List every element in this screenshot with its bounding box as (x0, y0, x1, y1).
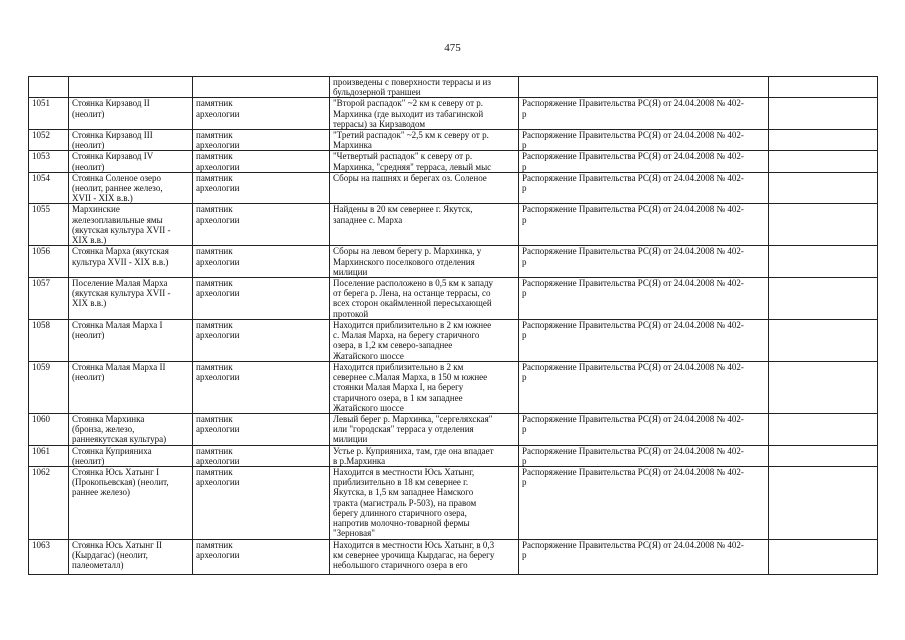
monument-type: памятник археологии (193, 246, 330, 278)
legal-document: Распоряжение Правительства РС(Я) от 24.04.2008 № 402- р (519, 467, 769, 540)
monument-name: Мархинские железоплавильные ямы (якутская культура XVII - XIX в.в.) (69, 204, 193, 246)
monument-type: памятник археологии (193, 151, 330, 172)
monument-name: Стоянка Марха (якутская культура XVII - XIX в.в.) (69, 246, 193, 278)
row-number: 1054 (29, 172, 69, 204)
row-number: 1062 (29, 467, 69, 540)
empty-cell (769, 172, 878, 204)
table-row (29, 98, 878, 130)
row-number: 1052 (29, 130, 69, 151)
monument-location: Находится в местности Юсь Хатынг, приблизительно в 18 км севернее г. Якутска, в 1,5 км западнее Намского тракта (магистраль Р-503), на правом берегу длинного старичного озера, напротив молочно-товарной фермы "Зерновая" (330, 467, 519, 540)
monument-name: Стоянка Кирзавод II (неолит) (69, 98, 193, 130)
monument-name: Стоянка Малая Марха I (неолит) (69, 320, 193, 362)
monument-type (193, 77, 330, 98)
legal-document: Распоряжение Правительства РС(Я) от 24.04.2008 № 402- р (519, 204, 769, 246)
empty-cell (769, 467, 878, 540)
row-number: 1058 (29, 320, 69, 362)
monument-location: Находится в местности Юсь Хатынг, в 0,3 км севернее урочища Кырдагас, на берегу небольшого старичного озера в его (330, 540, 519, 575)
monument-type: памятник археологии (193, 130, 330, 151)
monument-location: Найдены в 20 км севернее г. Якутск, западнее с. Марха (330, 204, 519, 246)
legal-document: Распоряжение Правительства РС(Я) от 24.04.2008 № 402- р (519, 278, 769, 320)
empty-cell (769, 77, 878, 98)
empty-cell (769, 278, 878, 320)
monument-type: памятник археологии (193, 204, 330, 246)
table-row (29, 362, 878, 414)
monument-location: Поселение расположено в 0,5 км к западу от берега р. Лена, на останце террасы, со всех сторон окаймленной пересыхающей протокой (330, 278, 519, 320)
monument-name: Поселение Малая Марха (якутская культура XVII - XIX в.в.) (69, 278, 193, 320)
row-number: 1056 (29, 246, 69, 278)
monument-type: памятник археологии (193, 540, 330, 575)
table-row (29, 320, 878, 362)
empty-cell (769, 246, 878, 278)
legal-document: Распоряжение Правительства РС(Я) от 24.04.2008 № 402- р (519, 98, 769, 130)
row-number: 1063 (29, 540, 69, 575)
table-row (29, 130, 878, 151)
monument-location: "Четвертый распадок" к северу от р. Мархинка, "средняя" терраса, левый мыс (330, 151, 519, 172)
monument-location: произведены с поверхности террасы и из бульдозерной траншеи (330, 77, 519, 98)
monument-name: Стоянка Кирзавод IV (неолит) (69, 151, 193, 172)
empty-cell (769, 362, 878, 414)
table-row (29, 467, 878, 540)
legal-document: Распоряжение Правительства РС(Я) от 24.04.2008 № 402- р (519, 172, 769, 204)
table-row (29, 278, 878, 320)
table-row (29, 151, 878, 172)
empty-cell (769, 98, 878, 130)
table-row (29, 246, 878, 278)
table-row (29, 445, 878, 466)
monument-type: памятник археологии (193, 362, 330, 414)
monument-type: памятник археологии (193, 467, 330, 540)
legal-document: Распоряжение Правительства РС(Я) от 24.04.2008 № 402- р (519, 445, 769, 466)
monument-name: Стоянка Кирзавод III (неолит) (69, 130, 193, 151)
monument-name (69, 77, 193, 98)
empty-cell (769, 151, 878, 172)
legal-document: Распоряжение Правительства РС(Я) от 24.04.2008 № 402- р (519, 414, 769, 446)
monument-name: Стоянка Мархинка (бронза, железо, раннеякутская культура) (69, 414, 193, 446)
table-row (29, 172, 878, 204)
monument-name: Стоянка Малая Марха II (неолит) (69, 362, 193, 414)
table-row (29, 540, 878, 575)
empty-cell (769, 414, 878, 446)
legal-document (519, 77, 769, 98)
monument-type: памятник археологии (193, 445, 330, 466)
legal-document: Распоряжение Правительства РС(Я) от 24.04.2008 № 402- р (519, 320, 769, 362)
table-body (29, 77, 878, 575)
monument-location: "Второй распадок" ~2 км к северу от р. Мархинка (где выходит из табагинской террасы) за Кирзаводом (330, 98, 519, 130)
row-number: 1057 (29, 278, 69, 320)
table-row (29, 204, 878, 246)
row-number (29, 77, 69, 98)
table-row (29, 77, 878, 98)
monument-location: Находится приблизительно в 2 км южнее с. Малая Марха, на берегу старичного озера, в 1,2 км северо-западнее Жатайского шоссе (330, 320, 519, 362)
legal-document: Распоряжение Правительства РС(Я) от 24.04.2008 № 402- р (519, 246, 769, 278)
monument-location: Левый берег р. Мархинка, "сергеляхская" или "городская" терраса у отделения милиции (330, 414, 519, 446)
monument-location: Сборы на левом берегу р. Мархинка, у Мархинского поселкового отделения милиции (330, 246, 519, 278)
legal-document: Распоряжение Правительства РС(Я) от 24.04.2008 № 402- р (519, 130, 769, 151)
row-number: 1051 (29, 98, 69, 130)
monument-name: Стоянка Юсь Хатынг I (Прокопьевская) (неолит, раннее железо) (69, 467, 193, 540)
monument-location: "Третий распадок" ~2,5 км к северу от р. Мархинка (330, 130, 519, 151)
monument-name: Стоянка Соленое озеро (неолит, раннее железо, XVII - XIX в.в.) (69, 172, 193, 204)
row-number: 1053 (29, 151, 69, 172)
monument-type: памятник археологии (193, 98, 330, 130)
empty-cell (769, 204, 878, 246)
row-number: 1055 (29, 204, 69, 246)
row-number: 1061 (29, 445, 69, 466)
monument-name: Стоянка Юсь Хатынг II (Кырдагас) (неолит, палеометалл) (69, 540, 193, 575)
empty-cell (769, 445, 878, 466)
legal-document: Распоряжение Правительства РС(Я) от 24.04.2008 № 402- р (519, 362, 769, 414)
legal-document: Распоряжение Правительства РС(Я) от 24.04.2008 № 402- р (519, 540, 769, 575)
monument-name: Стоянка Куприяниха (неолит) (69, 445, 193, 466)
monument-type: памятник археологии (193, 414, 330, 446)
empty-cell (769, 130, 878, 151)
row-number: 1060 (29, 414, 69, 446)
table-row (29, 414, 878, 446)
monument-type: памятник археологии (193, 320, 330, 362)
page-number: 475 (444, 42, 461, 54)
monument-location: Находится приблизительно в 2 км севернее с.Малая Марха, в 150 м южнее стоянки Малая Марха I, на берегу старичного озера, в 1 км западнее Жатайского шоссе (330, 362, 519, 414)
empty-cell (769, 320, 878, 362)
row-number: 1059 (29, 362, 69, 414)
monuments-table (28, 76, 878, 575)
monument-location: Сборы на пашнях и берегах оз. Соленое (330, 172, 519, 204)
legal-document: Распоряжение Правительства РС(Я) от 24.04.2008 № 402- р (519, 151, 769, 172)
monument-type: памятник археологии (193, 172, 330, 204)
empty-cell (769, 540, 878, 575)
monument-location: Устье р. Куприяниха, там, где она впадает в р.Мархинка (330, 445, 519, 466)
monument-type: памятник археологии (193, 278, 330, 320)
